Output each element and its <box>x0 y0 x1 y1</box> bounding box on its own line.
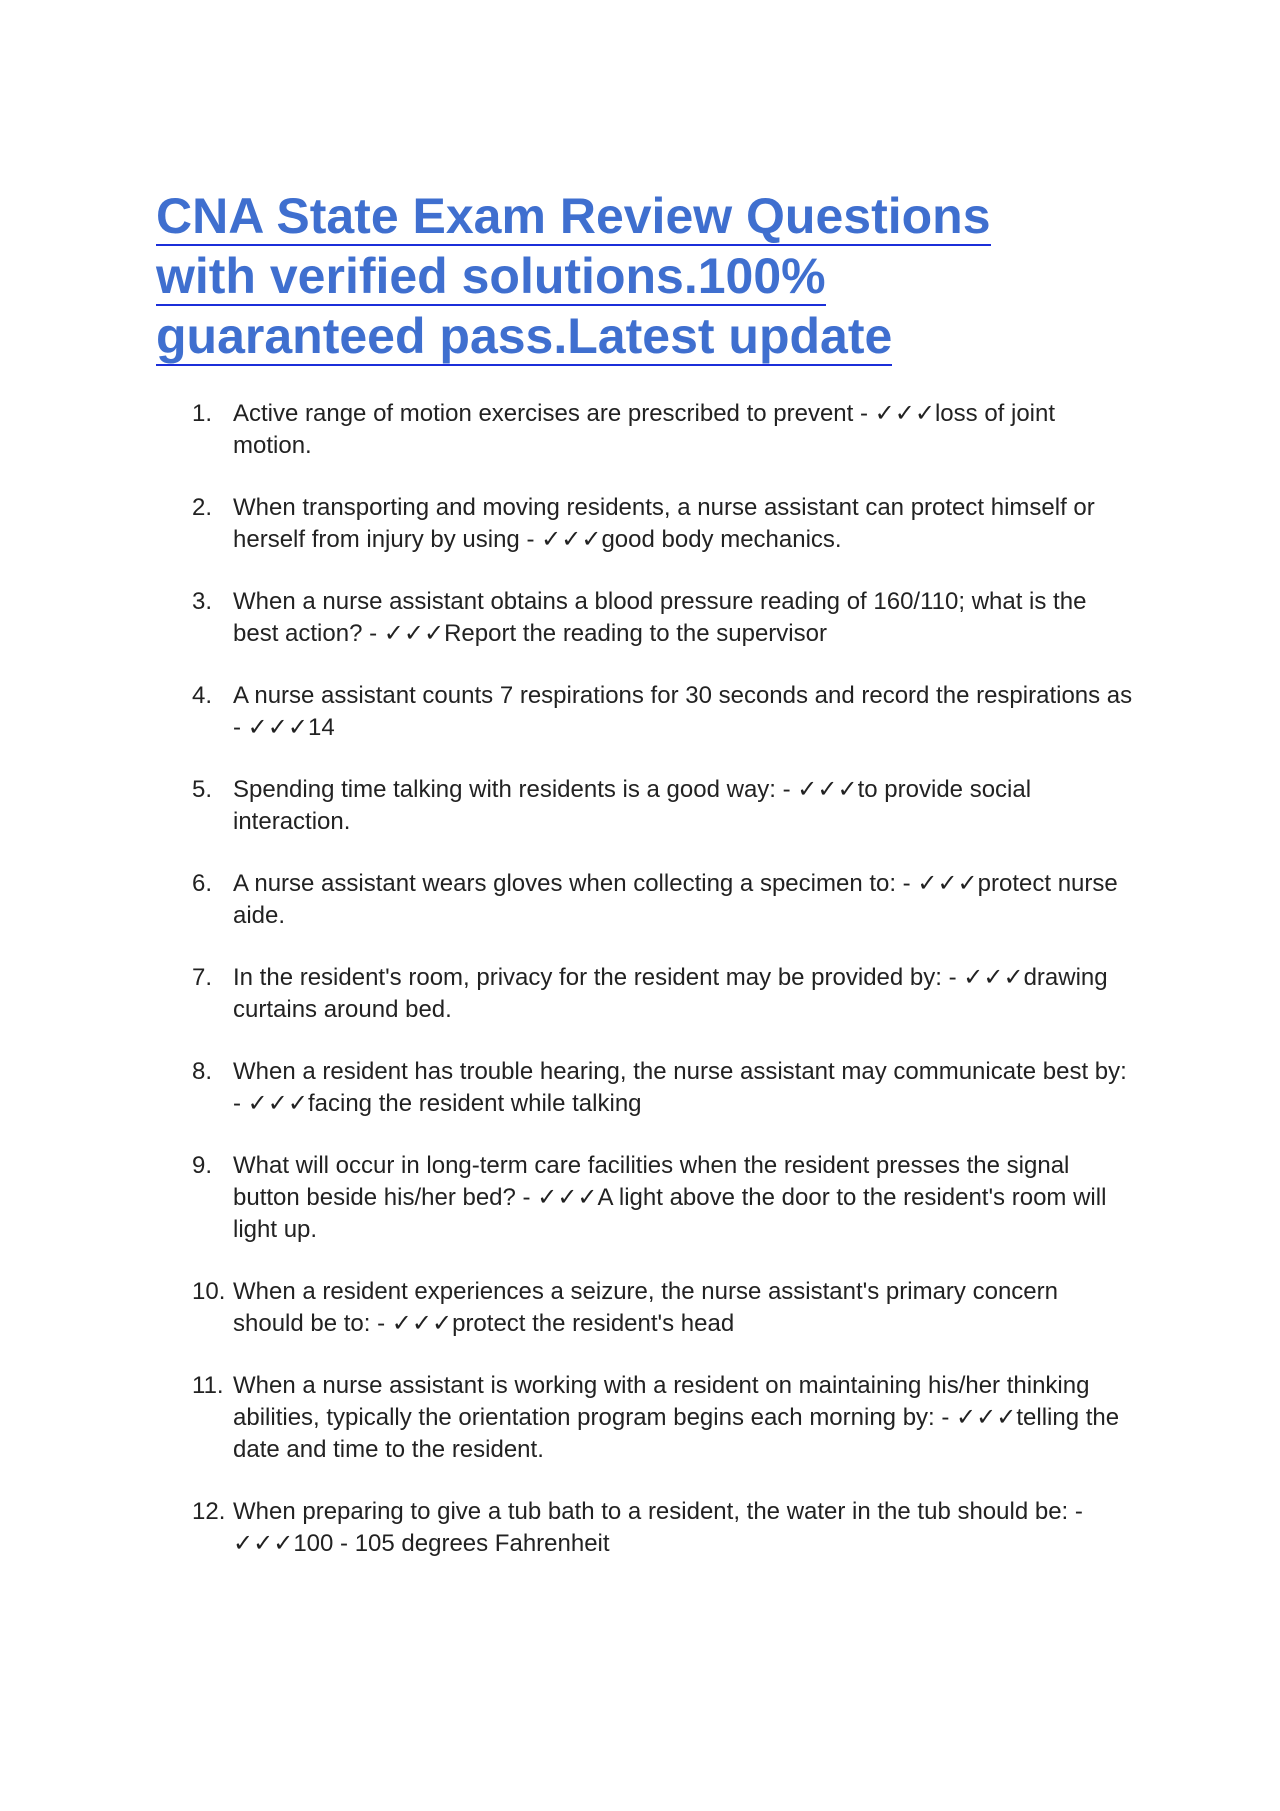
question-text: Spending time talking with residents is a good way: - ✓✓✓to provide social interaction. <box>233 776 1032 835</box>
question-item-12 <box>0 1496 1133 1560</box>
question-text: When a resident has trouble hearing, the nurse assistant may communicate best by: - ✓✓✓facing the resident while talking <box>233 1058 1127 1117</box>
question-item-9 <box>0 1150 1133 1246</box>
question-item-6 <box>0 868 1133 932</box>
question-number: 8. <box>192 1058 213 1085</box>
question-text: When preparing to give a tub bath to a resident, the water in the tub should be: - ✓✓✓100 - 105 degrees Fahrenheit <box>233 1498 1083 1557</box>
title-line-1: CNA State Exam Review Questions <box>156 188 991 244</box>
question-item-11 <box>0 1370 1133 1466</box>
document-title[interactable] <box>156 186 1076 366</box>
question-text: When a nurse assistant obtains a blood pressure reading of 160/110; what is the best action? - ✓✓✓Report the reading to the supervisor <box>233 588 1087 647</box>
question-item-7 <box>0 962 1133 1026</box>
question-text: Active range of motion exercises are prescribed to prevent - ✓✓✓loss of joint motion. <box>233 400 1056 459</box>
question-number: 5. <box>192 776 213 803</box>
question-text: When transporting and moving residents, a nurse assistant can protect himself or herself from injury by using - ✓✓✓good body mechanics. <box>233 494 1095 553</box>
question-item-3 <box>0 586 1133 650</box>
title-line-2: with verified solutions.100% <box>156 248 826 304</box>
question-item-2 <box>0 492 1133 556</box>
question-text: What will occur in long-term care facilities when the resident presses the signal button beside his/her bed? - ✓✓✓A light above the door to the resident's room will light up. <box>233 1152 1107 1243</box>
question-item-4 <box>0 680 1133 744</box>
question-number: 1. <box>192 400 213 427</box>
question-number: 9. <box>192 1152 213 1179</box>
question-text: A nurse assistant wears gloves when collecting a specimen to: - ✓✓✓protect nurse aide. <box>233 870 1118 929</box>
question-text: When a resident experiences a seizure, the nurse assistant's primary concern should be to: - ✓✓✓protect the resident's head <box>233 1278 1058 1337</box>
question-number: 2. <box>192 494 213 521</box>
question-item-5 <box>0 774 1133 838</box>
question-list <box>0 398 1280 1590</box>
question-text: In the resident's room, privacy for the resident may be provided by: - ✓✓✓drawing curtains around bed. <box>233 964 1108 1023</box>
question-text: When a nurse assistant is working with a resident on maintaining his/her thinking abilities, typically the orientation program begins each morning by: - ✓✓✓telling the date and time to the resident. <box>233 1372 1120 1463</box>
question-number: 10. <box>192 1278 226 1305</box>
question-text: A nurse assistant counts 7 respirations for 30 seconds and record the respirations as - ✓✓✓14 <box>233 682 1133 741</box>
question-number: 7. <box>192 964 213 991</box>
title-line-3: guaranteed pass.Latest update <box>156 308 893 364</box>
question-number: 11. <box>192 1372 224 1399</box>
question-item-1 <box>0 398 1133 462</box>
question-number: 12. <box>192 1498 226 1525</box>
question-item-8 <box>0 1056 1133 1120</box>
question-item-10 <box>0 1276 1133 1340</box>
question-number: 4. <box>192 682 213 709</box>
question-number: 6. <box>192 870 213 897</box>
question-number: 3. <box>192 588 213 615</box>
